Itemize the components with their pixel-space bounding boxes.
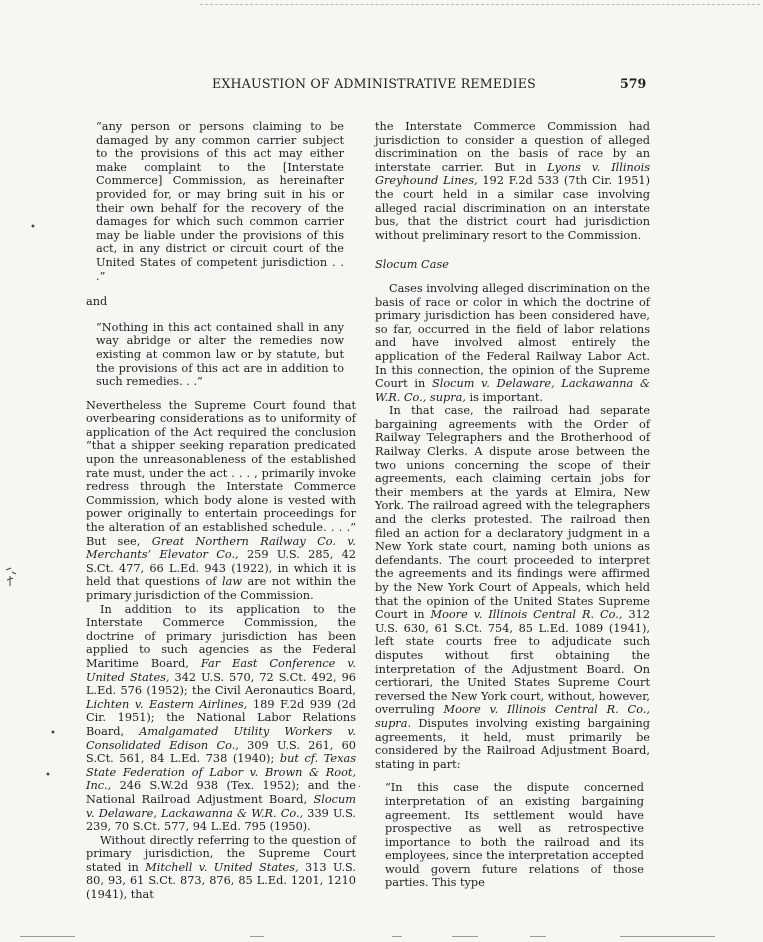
paragraph-agencies: In addition to its application to the Interstate Commerce Commission, the doctrine of primary jurisdiction has been applied to such agencies as the Federal Maritime Board, Far East Conference v. United States, 342 U.S. 570, 72 S.Ct. 492, 96 L.Ed. 576 (1952); the Civil Aeronautics Board, Lichten v. Eastern Airlines, 189 F.2d 939 (2d Cir. 1951); the National Labor Relations Board, Amalgamated Utility Workers v. Consolidated Edison Co., 309 U.S. 261, 60 S.Ct. 561, 84 L.Ed. 738 (1940); but cf. Texas State Federation of Labor v. Brown & Root, Inc., 246 S.W.2d 938 (Tex. 1952); and the National Railroad Adjustment Board, Slocum v. Delaware, Lackawanna & W.R. Co., 339 U.S. 239, 70 S.Ct. 577, 94 L.Ed. 795 (1950). xyxy=(86,602,357,834)
section-heading-slocum: Slocum Case xyxy=(375,258,449,272)
statute-quote-1: “any person or persons claiming to be damaged by any common carrier subject to the provisions of this act may either make complaint to the [Interstate Commerce] Commission, as hereinafter provided for, or may bring suit in his or their own behalf for the recovery of the damages for which such common carrier may be liable under the provisions of this act, in any district or circuit court of the United States of competent jurisdiction . . .” xyxy=(96,120,344,283)
case-citation: Great Northern Railway Co. v. Merchants’ Elevator Co., xyxy=(86,534,357,562)
opinion-quote: “In this case the dispute concerned interpretation of an existing bargaining agreement. Its settlement would have prospective as well as retrospective importance to both the railroad and its employees, since the interpretation accepted would govern future relations of those parties. This type xyxy=(385,781,644,890)
margin-dot: • xyxy=(30,222,36,233)
case-citation: Mitchell v. United States, xyxy=(145,860,299,874)
right-column xyxy=(375,120,650,890)
case-citation: Amalgamated Utility Workers v. Consolidated Edison Co., xyxy=(86,724,356,752)
top-edge-dash xyxy=(200,4,760,5)
page-header xyxy=(0,76,763,96)
case-citation: Slocum v. Delaware, Lackawanna & W.R. Co., supra, xyxy=(375,377,651,404)
margin-dot: · xyxy=(358,782,362,793)
running-head: EXHAUSTION OF ADMINISTRATIVE REMEDIES xyxy=(212,76,536,91)
paragraph-in-that-case: In that case, the railroad had separate bargaining agreements with the Order of Railway Telegraphers and the Brotherhood of Railway Clerks. A dispute arose between the two unions concerning the scope of their agreements, each claiming certain jobs for their members at the yards at Elmira, New York. The railroad agreed with the telegraphers and the clerks protested. The railroad then filed an action for a declaratory judgment in a New York state court, naming both unions as defendants. The court proceeded to interpret the agreements and its findings were affirmed by the New York Court of Appeals, which held that the opinion of the United States Supreme Court in Moore v. Illinois Central R. Co., 312 U.S. 630, 61 S.Ct. 754, 85 L.Ed. 1089 (1941), left state courts free to adjudicate such disputes without first obtaining the interpretation of the Adjustment Board. On certiorari, the United States Supreme Court reversed the New York court, without, however, overruling Moore v. Illinois Central R. Co., supra. Disputes involving existing bargaining agreements, it held, must primarily be considered by the Railroad Adjustment Board, stating in part: xyxy=(375,404,651,771)
paragraph-mitchell: Without directly referring to the question of primary jurisdiction, the Supreme Court stated in Mitchell v. United States, 313 U.S. 80, 93, 61 S.Ct. 873, 876, 85 L.Ed. 1201, 1210 (1941), that xyxy=(86,833,356,902)
margin-dot: • xyxy=(50,728,56,739)
statute-quote-2: “Nothing in this act contained shall in any way abridge or alter the remedies now existing at common law or by statute, but the provisions of this act are in addition to such remedies. . .” xyxy=(96,320,344,389)
paragraph-icc-jurisdiction: the Interstate Commerce Commission had jurisdiction to consider a question of alleged discrimination on the basis of race by an interstate carrier. But in Lyons v. Illinois Greyhound Lines, 192 F.2d 533 (7th Cir. 1951) the court held in a similar case involving alleged racial discrimination on an interstate bus, that the district court had jurisdiction without preliminary resort to the Commission. xyxy=(375,120,650,242)
paragraph-nevertheless: Nevertheless the Supreme Court found that overbearing considerations as to uniformity of application of the Act required the conclusion “that a shipper seeking reparation predicated upon the unreasonableness of the established rate must, under the act . . . , primarily invoke redress through the Interstate Commerce Commission, which body alone is vested with power originally to entertain proceedings for the alteration of an established schedule. . . .” But see, Great Northern Railway Co. v. Merchants’ Elevator Co., 259 U.S. 285, 42 S.Ct. 477, 66 L.Ed. 943 (1922), in which it is held that questions of law are not within the primary jurisdiction of the Commission. xyxy=(86,398,357,602)
emphasis-law: law xyxy=(221,575,242,589)
case-citation: Moore v. Illinois Central R. Co., xyxy=(430,608,623,622)
case-citation: Moore v. Illinois Central R. Co., supra. xyxy=(375,703,650,730)
case-citation: Lichten v. Eastern Airlines, xyxy=(86,697,248,711)
margin-dot: • xyxy=(45,770,51,781)
case-citation: but cf. Texas State Federation of Labor v. Brown & Root, Inc., xyxy=(86,752,357,793)
paragraph-cases-involving: Cases involving alleged discrimination on the basis of race or color in which the doctrine of primary jurisdiction has been considered have, so far, occurred in the field of labor relations and have involved almost entirely the application of the Federal Railway Labor Act. In this connection, the opinion of the Supreme Court in Slocum v. Delaware, Lackawanna & W.R. Co., supra, is important. xyxy=(375,281,651,404)
case-citation: Far East Conference v. United States, xyxy=(86,656,356,684)
margin-scribble-mark xyxy=(4,566,18,588)
conjunction-and: and xyxy=(86,295,108,309)
case-citation: Lyons v. Illinois Greyhound Lines, xyxy=(375,160,650,188)
case-citation: Slocum v. Delaware, Lackawanna & W.R. Co., xyxy=(86,792,356,820)
page-number: 579 xyxy=(620,76,647,91)
left-column xyxy=(86,120,356,902)
bottom-edge-dashes xyxy=(0,936,763,937)
